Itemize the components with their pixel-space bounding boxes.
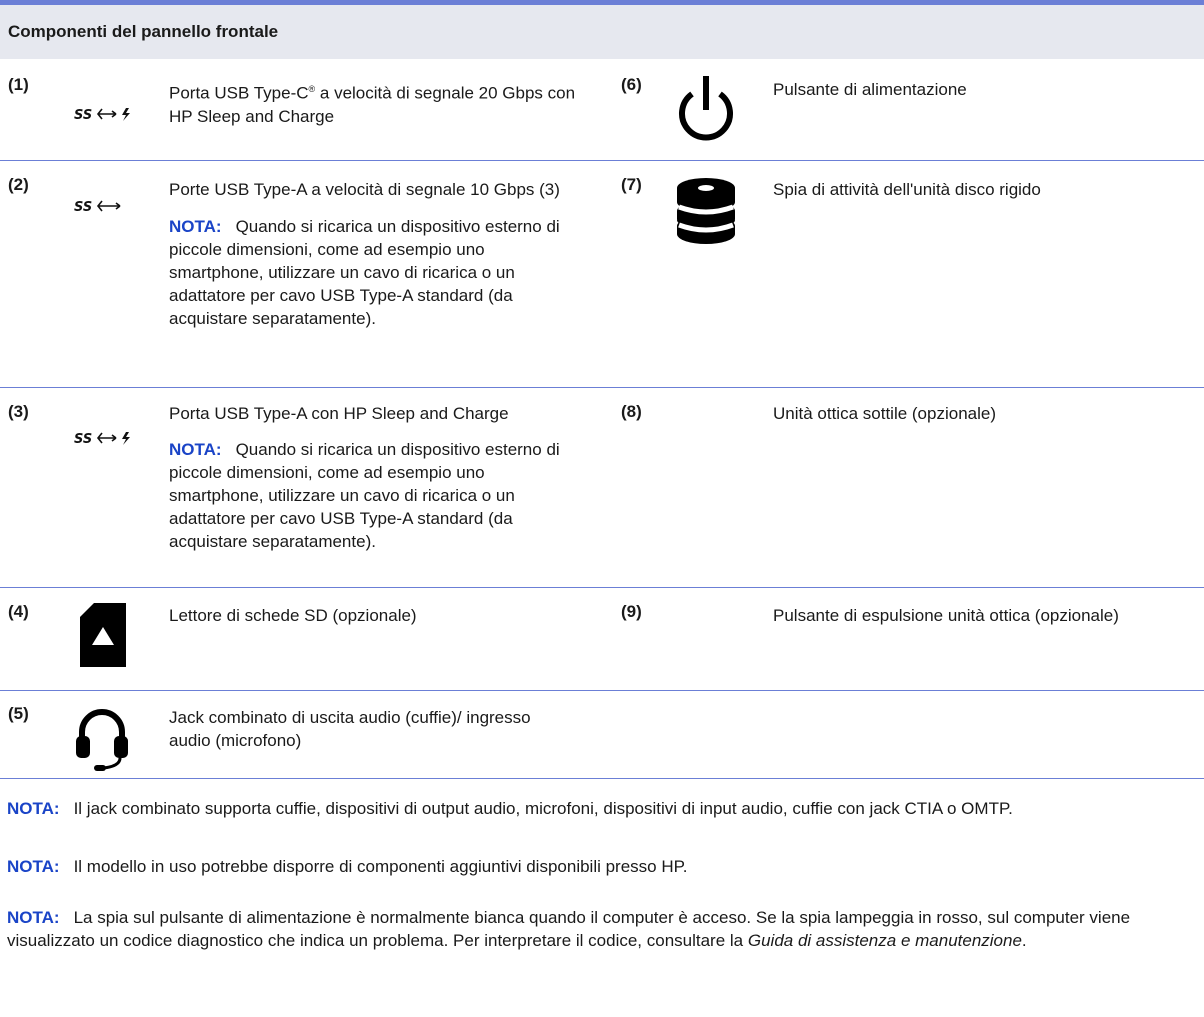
svg-text:SS: SS [74,200,93,214]
row-divider [0,587,1204,588]
item-number: (3) [8,402,29,421]
item-number: (2) [8,175,29,194]
note-text: Quando si ricarica un dispositivo esterno di piccole dimensioni, come ad esempio uno smartphone, utilizzare un cavo di ricarica o un adattatore per cavo USB Type-A standard (da acquistare separatamente). [169,440,560,551]
item-number: (7) [621,175,642,194]
headset-icon [74,704,130,779]
note-label: NOTA: [7,857,60,876]
row-divider [0,778,1204,779]
item-description: Spia di attività dell'unità disco rigido [773,180,1041,199]
item-description: Jack combinato di uscita audio (cuffie)/ ingresso audio (microfono) [169,708,531,750]
item-number: (8) [621,402,642,421]
item-description: Unità ottica sottile (opzionale) [773,404,997,423]
item-description: Porte USB Type-A a velocità di segnale 10 Gbps (3) NOTA: Quando si ricarica un dispositivo esterno di piccole dimensioni, come ad esempio uno smartphone, utilizzare un cavo di ricarica o un adattatore per cavo USB Type-A standard (da acquistare separatamente). [169,180,560,328]
usb-ss-icon [74,198,124,219]
item-number: (4) [8,602,29,621]
item-description: Pulsante di alimentazione [773,80,967,99]
table-title: Componenti del pannello frontale [8,22,279,41]
item-number: (9) [621,602,642,621]
row-divider [0,387,1204,388]
note-label: NOTA: [7,799,60,818]
item-number: (6) [621,75,642,94]
footnote: NOTA: Il jack combinato supporta cuffie, dispositivi di output audio, microfoni, dispositivi di input audio, cuffie con jack CTIA o OMTP. [7,799,1013,818]
note-text: Quando si ricarica un dispositivo esterno di piccole dimensioni, come ad esempio uno smartphone, utilizzare un cavo di ricarica o un adattatore per cavo USB Type-A standard (da acquistare separatamente). [169,217,560,328]
sd-card-icon [80,603,126,672]
row-divider [0,160,1204,161]
table-header [0,5,1204,59]
item-description: Pulsante di espulsione unità ottica (opzionale) [773,606,1119,625]
note-label: NOTA: [169,440,222,459]
power-icon [675,72,737,147]
hard-drive-icon [675,177,737,250]
usb-ss-charge-icon [74,430,136,451]
item-description: Porta USB Type-A con HP Sleep and Charge NOTA: Quando si ricarica un dispositivo esterno di piccole dimensioni, come ad esempio uno smartphone, utilizzare un cavo di ricarica o un adattatore per cavo USB Type-A standard (da acquistare separatamente). [169,404,560,551]
item-number: (5) [8,704,29,723]
item-description: Porta USB Type-C® a velocità di segnale 20 Gbps con HP Sleep and Charge [169,83,576,126]
svg-text:SS: SS [74,432,93,446]
note-label: NOTA: [7,908,60,927]
item-description: Lettore di schede SD (opzionale) [169,606,417,625]
note-label: NOTA: [169,217,222,236]
footnote: NOTA: La spia sul pulsante di alimentazione è normalmente bianca quando il computer è acceso. Se la spia lampeggia in rosso, sul computer viene visualizzato un codice diagnostico che indica un problema. Per interpretare il codice, consultare la Guida di assistenza e manutenzione. [7,908,1131,950]
usb-c-ss-charge-icon [74,106,136,127]
item-number: (1) [8,75,29,94]
footnote: NOTA: Il modello in uso potrebbe disporre di componenti aggiuntivi disponibili presso HP. [7,857,688,876]
row-divider [0,690,1204,691]
svg-text:SS: SS [74,108,93,122]
